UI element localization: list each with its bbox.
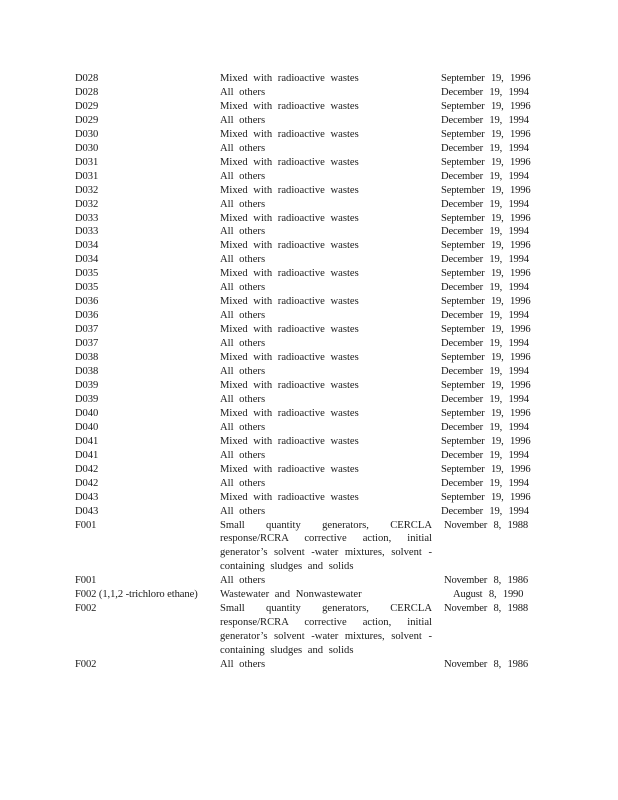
waste-description: All others <box>220 575 266 587</box>
table-row <box>75 184 555 198</box>
waste-description: All others <box>220 198 266 210</box>
effective-date: December 19, 1994 <box>441 142 529 154</box>
waste-description: Mixed with radioactive wastes <box>220 73 359 84</box>
waste-code: D043 <box>75 505 99 517</box>
table-row <box>75 253 555 267</box>
waste-code: D037 <box>75 324 99 336</box>
waste-code: D034 <box>75 254 99 266</box>
waste-description: All others <box>220 421 266 433</box>
effective-date: December 19, 1994 <box>441 449 529 461</box>
effective-date: December 19, 1994 <box>441 282 529 294</box>
waste-code-table <box>75 72 555 672</box>
waste-description: All others <box>220 449 266 461</box>
waste-code: D035 <box>75 268 99 280</box>
table-row <box>75 212 555 226</box>
table-row <box>75 142 555 156</box>
waste-description: All others <box>220 366 266 378</box>
effective-date: September 19, 1996 <box>441 491 531 503</box>
waste-description: Small quantity generators, CERCLA response/RCRA corrective action, initial generator’s solvent -water mixtures, solvent -containing sludges and solids <box>220 519 432 573</box>
waste-description: All others <box>220 338 266 350</box>
effective-date: September 19, 1996 <box>441 156 531 168</box>
effective-date: December 19, 1994 <box>441 226 529 238</box>
table-row <box>75 351 555 365</box>
waste-code: D028 <box>75 73 99 84</box>
waste-code: D035 <box>75 282 99 294</box>
table-row <box>75 379 555 393</box>
waste-description: All others <box>220 505 266 517</box>
table-row <box>75 519 555 575</box>
effective-date: September 19, 1996 <box>441 435 531 447</box>
waste-description: Mixed with radioactive wastes <box>220 212 359 224</box>
table-row <box>75 198 555 212</box>
table-row <box>75 574 555 588</box>
waste-description: All others <box>220 477 266 489</box>
waste-code: D042 <box>75 477 99 489</box>
effective-date: September 19, 1996 <box>441 128 531 140</box>
waste-code: F002 (1,1,2 -trichloro ethane) <box>75 589 198 601</box>
table-row <box>75 309 555 323</box>
table-row <box>75 407 555 421</box>
effective-date: September 19, 1996 <box>441 268 531 280</box>
effective-date: September 19, 1996 <box>441 73 531 84</box>
waste-code: D031 <box>75 156 99 168</box>
effective-date: December 19, 1994 <box>441 86 529 98</box>
waste-description: Mixed with radioactive wastes <box>220 463 359 475</box>
waste-code: D032 <box>75 184 99 196</box>
effective-date: November 8, 1988 <box>444 603 528 615</box>
waste-description: Mixed with radioactive wastes <box>220 240 359 252</box>
waste-description: Wastewater and Nonwastewater <box>220 589 362 601</box>
table-row <box>75 337 555 351</box>
effective-date: August 8, 1990 <box>453 589 524 601</box>
effective-date: September 19, 1996 <box>441 379 531 391</box>
table-row <box>75 295 555 309</box>
effective-date: September 19, 1996 <box>441 240 531 252</box>
waste-description: Mixed with radioactive wastes <box>220 156 359 168</box>
waste-code: D036 <box>75 310 99 322</box>
effective-date: December 19, 1994 <box>441 170 529 182</box>
waste-description: Mixed with radioactive wastes <box>220 407 359 419</box>
waste-description: All others <box>220 282 266 294</box>
table-row <box>75 602 555 658</box>
waste-description: Mixed with radioactive wastes <box>220 100 359 112</box>
waste-code: D031 <box>75 170 99 182</box>
waste-description: Mixed with radioactive wastes <box>220 435 359 447</box>
waste-description: All others <box>220 142 266 154</box>
effective-date: December 19, 1994 <box>441 254 529 266</box>
waste-code: D029 <box>75 114 99 126</box>
effective-date: December 19, 1994 <box>441 366 529 378</box>
waste-code: D038 <box>75 366 99 378</box>
table-row <box>75 86 555 100</box>
waste-code: D043 <box>75 491 99 503</box>
waste-code: D038 <box>75 352 99 364</box>
waste-description: All others <box>220 86 266 98</box>
effective-date: December 19, 1994 <box>441 114 529 126</box>
table-row <box>75 421 555 435</box>
waste-code: D040 <box>75 421 99 433</box>
table-row <box>75 505 555 519</box>
effective-date: September 19, 1996 <box>441 407 531 419</box>
effective-date: September 19, 1996 <box>441 296 531 308</box>
waste-code: D040 <box>75 407 99 419</box>
table-row <box>75 239 555 253</box>
waste-code: D041 <box>75 435 99 447</box>
table-row <box>75 267 555 281</box>
waste-code: D036 <box>75 296 99 308</box>
waste-code: D029 <box>75 100 99 112</box>
effective-date: December 19, 1994 <box>441 421 529 433</box>
effective-date: November 8, 1988 <box>444 519 528 531</box>
effective-date: September 19, 1996 <box>441 212 531 224</box>
waste-code: D034 <box>75 240 99 252</box>
waste-description: Mixed with radioactive wastes <box>220 352 359 364</box>
waste-description: All others <box>220 254 266 266</box>
waste-description: All others <box>220 310 266 322</box>
effective-date: December 19, 1994 <box>441 310 529 322</box>
waste-code: D032 <box>75 198 99 210</box>
table-row <box>75 100 555 114</box>
effective-date: December 19, 1994 <box>441 393 529 405</box>
waste-description: Mixed with radioactive wastes <box>220 379 359 391</box>
waste-description: All others <box>220 114 266 126</box>
waste-description: Mixed with radioactive wastes <box>220 184 359 196</box>
effective-date: September 19, 1996 <box>441 463 531 475</box>
waste-description: Mixed with radioactive wastes <box>220 491 359 503</box>
waste-description: Mixed with radioactive wastes <box>220 296 359 308</box>
effective-date: December 19, 1994 <box>441 505 529 517</box>
table-row <box>75 156 555 170</box>
table-row <box>75 365 555 379</box>
table-row <box>75 477 555 491</box>
waste-description: Mixed with radioactive wastes <box>220 324 359 336</box>
waste-description: All others <box>220 226 266 238</box>
waste-code: D030 <box>75 142 99 154</box>
waste-code: F001 <box>75 575 97 587</box>
waste-code: D028 <box>75 86 99 98</box>
waste-code: D039 <box>75 393 99 405</box>
effective-date: September 19, 1996 <box>441 324 531 336</box>
waste-description: Small quantity generators, CERCLA response/RCRA corrective action, initial generator’s solvent -water mixtures, solvent -containing sludges and solids <box>220 603 432 657</box>
table-row <box>75 393 555 407</box>
waste-code: F002 <box>75 603 97 615</box>
table-row <box>75 72 555 86</box>
waste-code: D041 <box>75 449 99 461</box>
effective-date: December 19, 1994 <box>441 338 529 350</box>
waste-code: F001 <box>75 519 97 531</box>
waste-code: D042 <box>75 463 99 475</box>
effective-date: November 8, 1986 <box>444 659 528 671</box>
table-row <box>75 170 555 184</box>
effective-date: September 19, 1996 <box>441 184 531 196</box>
table-row <box>75 114 555 128</box>
waste-description: All others <box>220 659 266 671</box>
table-row <box>75 588 555 602</box>
effective-date: December 19, 1994 <box>441 477 529 489</box>
effective-date: September 19, 1996 <box>441 352 531 364</box>
waste-description: Mixed with radioactive wastes <box>220 268 359 280</box>
effective-date: November 8, 1986 <box>444 575 528 587</box>
waste-code: F002 <box>75 659 97 671</box>
table-row <box>75 281 555 295</box>
table-row <box>75 449 555 463</box>
table-row <box>75 435 555 449</box>
waste-code: D033 <box>75 226 99 238</box>
waste-code: D037 <box>75 338 99 350</box>
waste-description: All others <box>220 393 266 405</box>
effective-date: September 19, 1996 <box>441 100 531 112</box>
waste-code: D033 <box>75 212 99 224</box>
waste-code: D030 <box>75 128 99 140</box>
table-row <box>75 463 555 477</box>
waste-description: Mixed with radioactive wastes <box>220 128 359 140</box>
effective-date: December 19, 1994 <box>441 198 529 210</box>
table-row <box>75 658 555 672</box>
table-row <box>75 128 555 142</box>
waste-description: All others <box>220 170 266 182</box>
table-row <box>75 225 555 239</box>
table-row <box>75 491 555 505</box>
table-row <box>75 323 555 337</box>
waste-code: D039 <box>75 379 99 391</box>
